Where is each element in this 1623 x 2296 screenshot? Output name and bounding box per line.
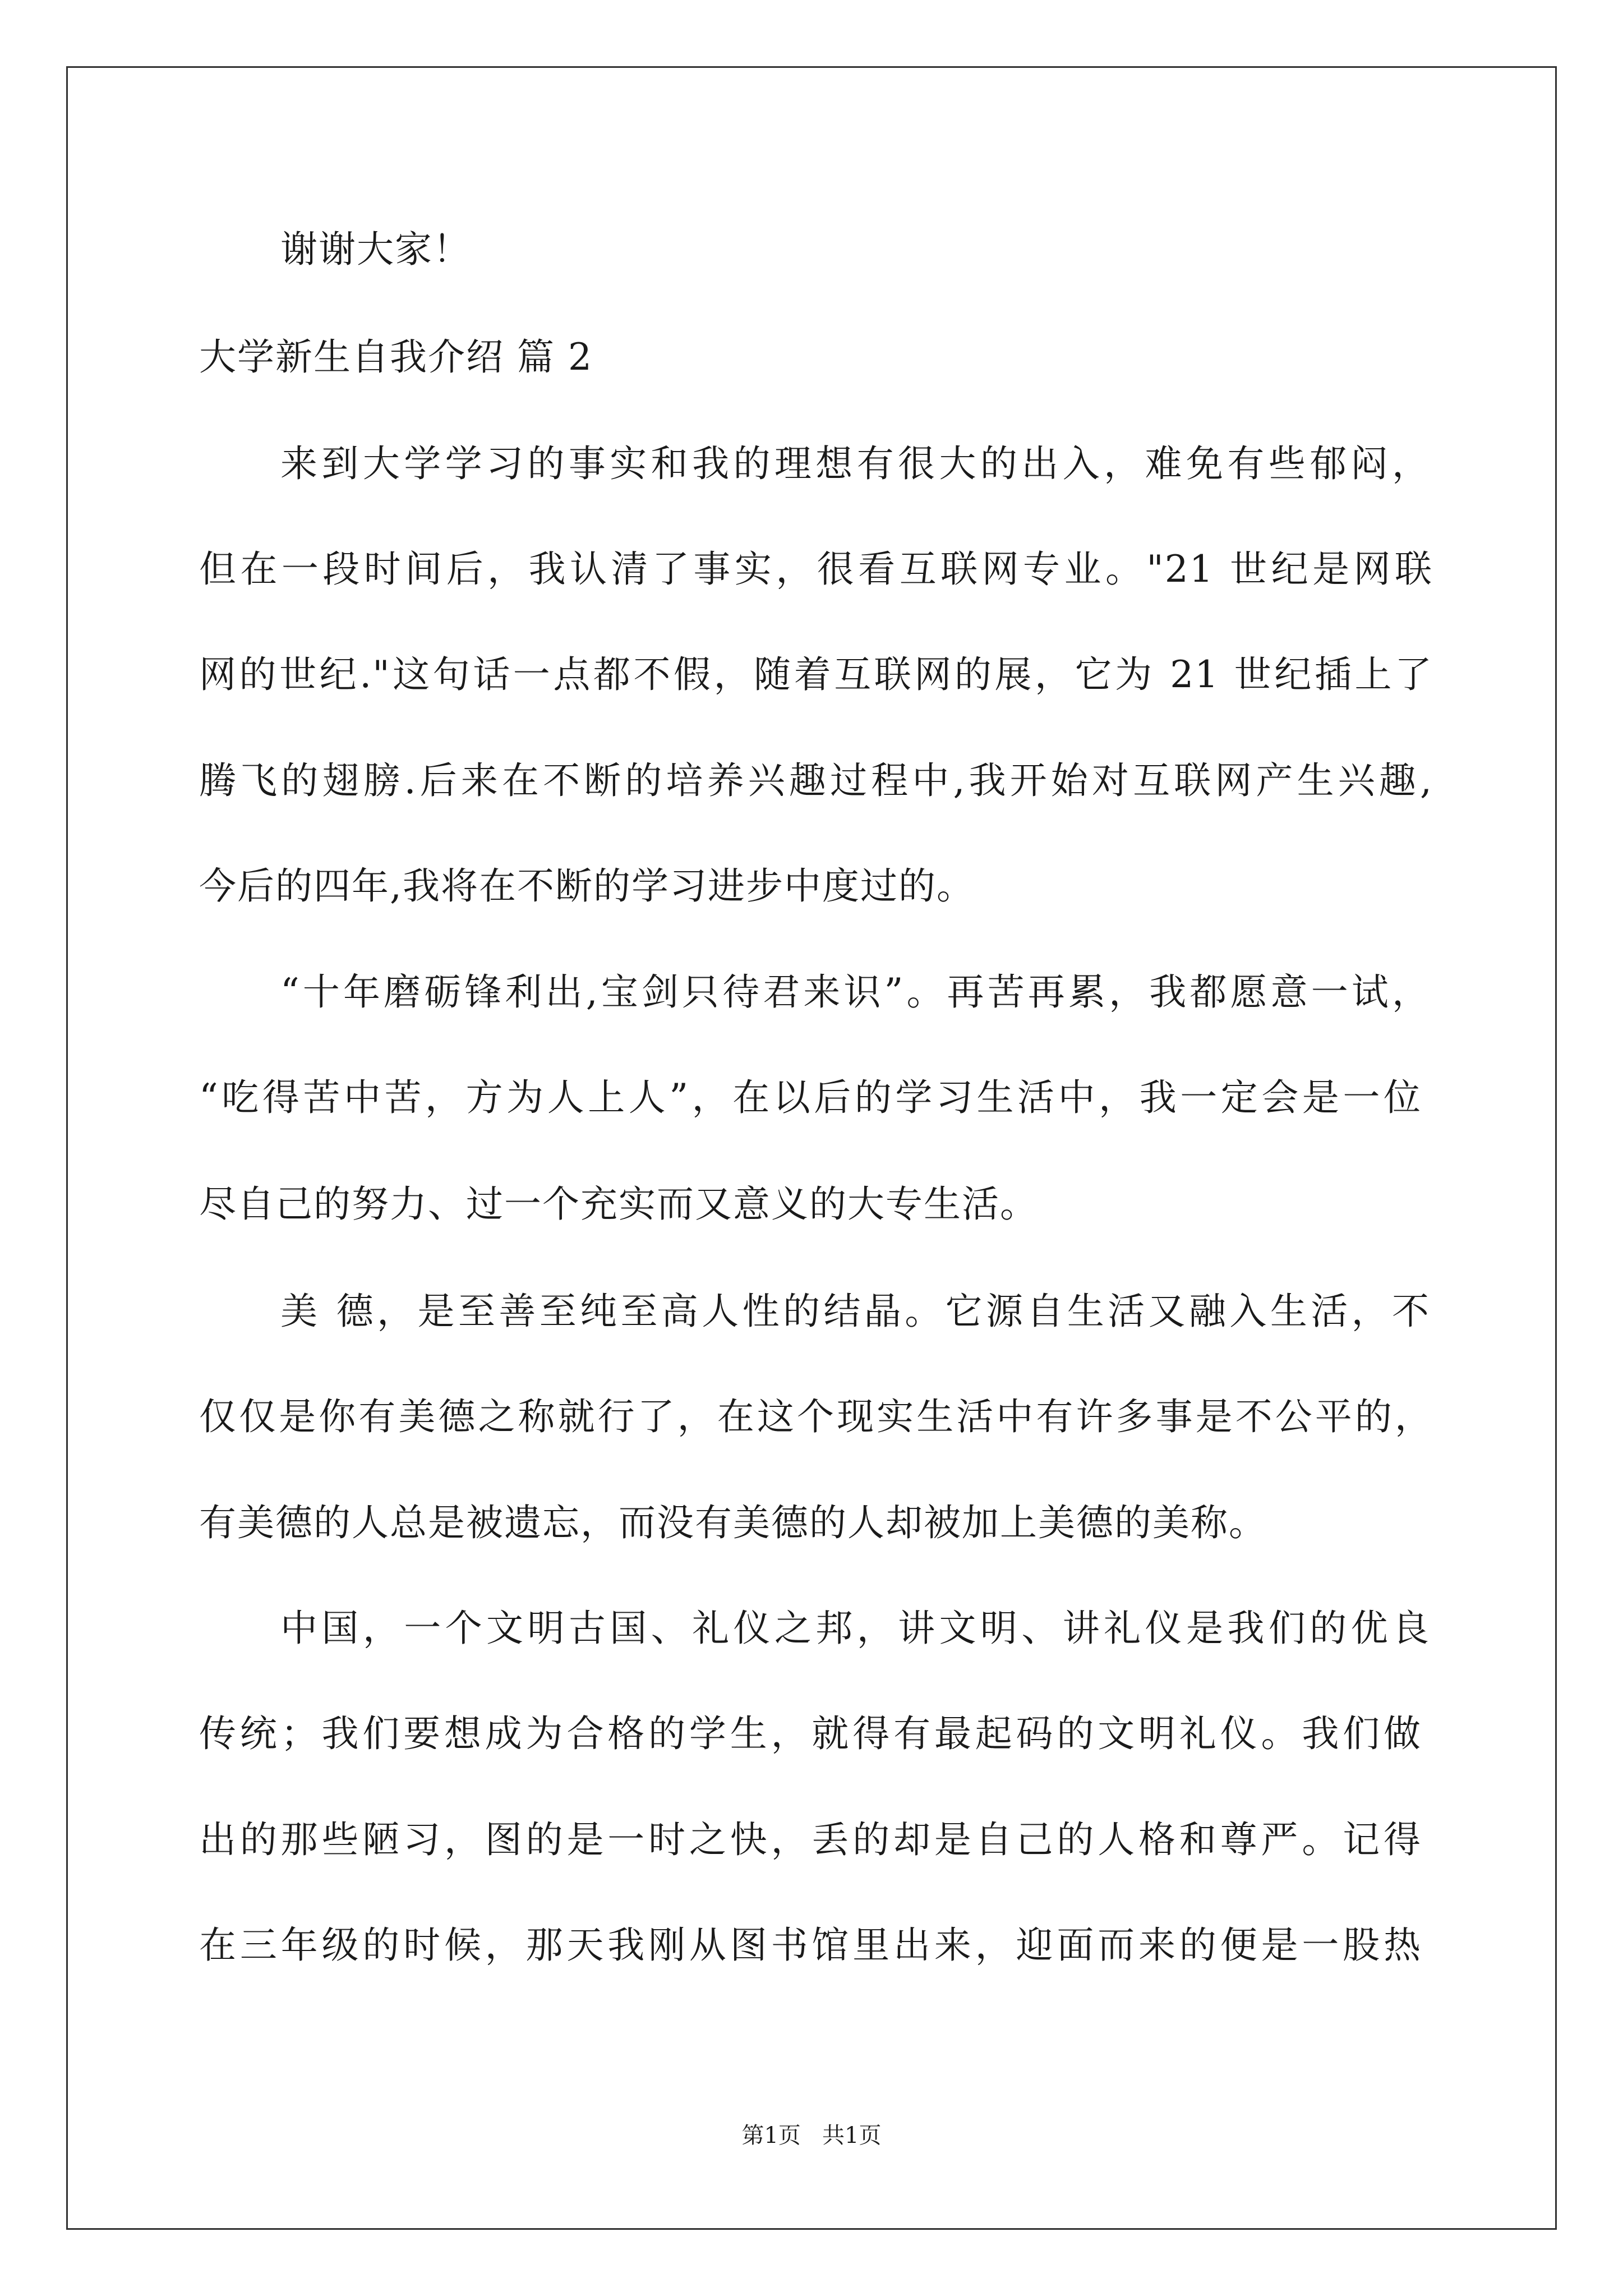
- text-line: 腾飞的翅膀.后来在不断的培养兴趣过程中,我开始对互联网产生兴趣,: [199, 759, 1433, 802]
- text-line: 传统；我们要想成为合格的学生，就得有最起码的文明礼仪。我们做: [199, 1712, 1422, 1755]
- text-line: 网的世纪."这句话一点都不假，随着互联网的展，它为 21 世纪插上了: [199, 653, 1433, 696]
- text-line: 但在一段时间后，我认清了事实，很看互联网专业。"21 世纪是网联: [199, 547, 1433, 591]
- text-line: 尽自己的努力、过一个充实而又意义的大专生活。: [199, 1182, 1038, 1226]
- closing-line: 谢谢大家！: [280, 228, 471, 271]
- text-line: 美 德，是至善至纯至高人性的结晶。它源自生活又融入生活，不: [280, 1290, 1430, 1333]
- text-line: 在三年级的时候，那天我刚从图书馆里出来，迎面而来的便是一股热: [199, 1924, 1422, 1967]
- section-heading: 大学新生自我介绍 篇 2: [199, 335, 593, 379]
- text-line: 仅仅是你有美德之称就行了，在这个现实生活中有许多事是不公平的，: [199, 1395, 1433, 1438]
- page-border: [66, 66, 1557, 2230]
- text-line: 出的那些陋习，图的是一时之快，丢的却是自己的人格和尊严。记得: [199, 1818, 1422, 1861]
- text-line: 来到大学学习的事实和我的理想有很大的出入，难免有些郁闷，: [280, 442, 1430, 485]
- text-line: 中国，一个文明古国、礼仪之邦，讲文明、讲礼仪是我们的优良: [280, 1607, 1430, 1650]
- page-footer: 第1页 共1页: [741, 2123, 882, 2148]
- text-line: “吃得苦中苦，方为人上人”，在以后的学习生活中，我一定会是一位: [199, 1076, 1422, 1119]
- text-line: 有美德的人总是被遗忘，而没有美德的人却被加上美德的美称。: [199, 1501, 1267, 1544]
- text-line: “十年磨砺锋利出,宝剑只待君来识”。再苦再累，我都愿意一试，: [280, 970, 1430, 1014]
- text-line: 今后的四年,我将在不断的学习进步中度过的。: [199, 864, 975, 908]
